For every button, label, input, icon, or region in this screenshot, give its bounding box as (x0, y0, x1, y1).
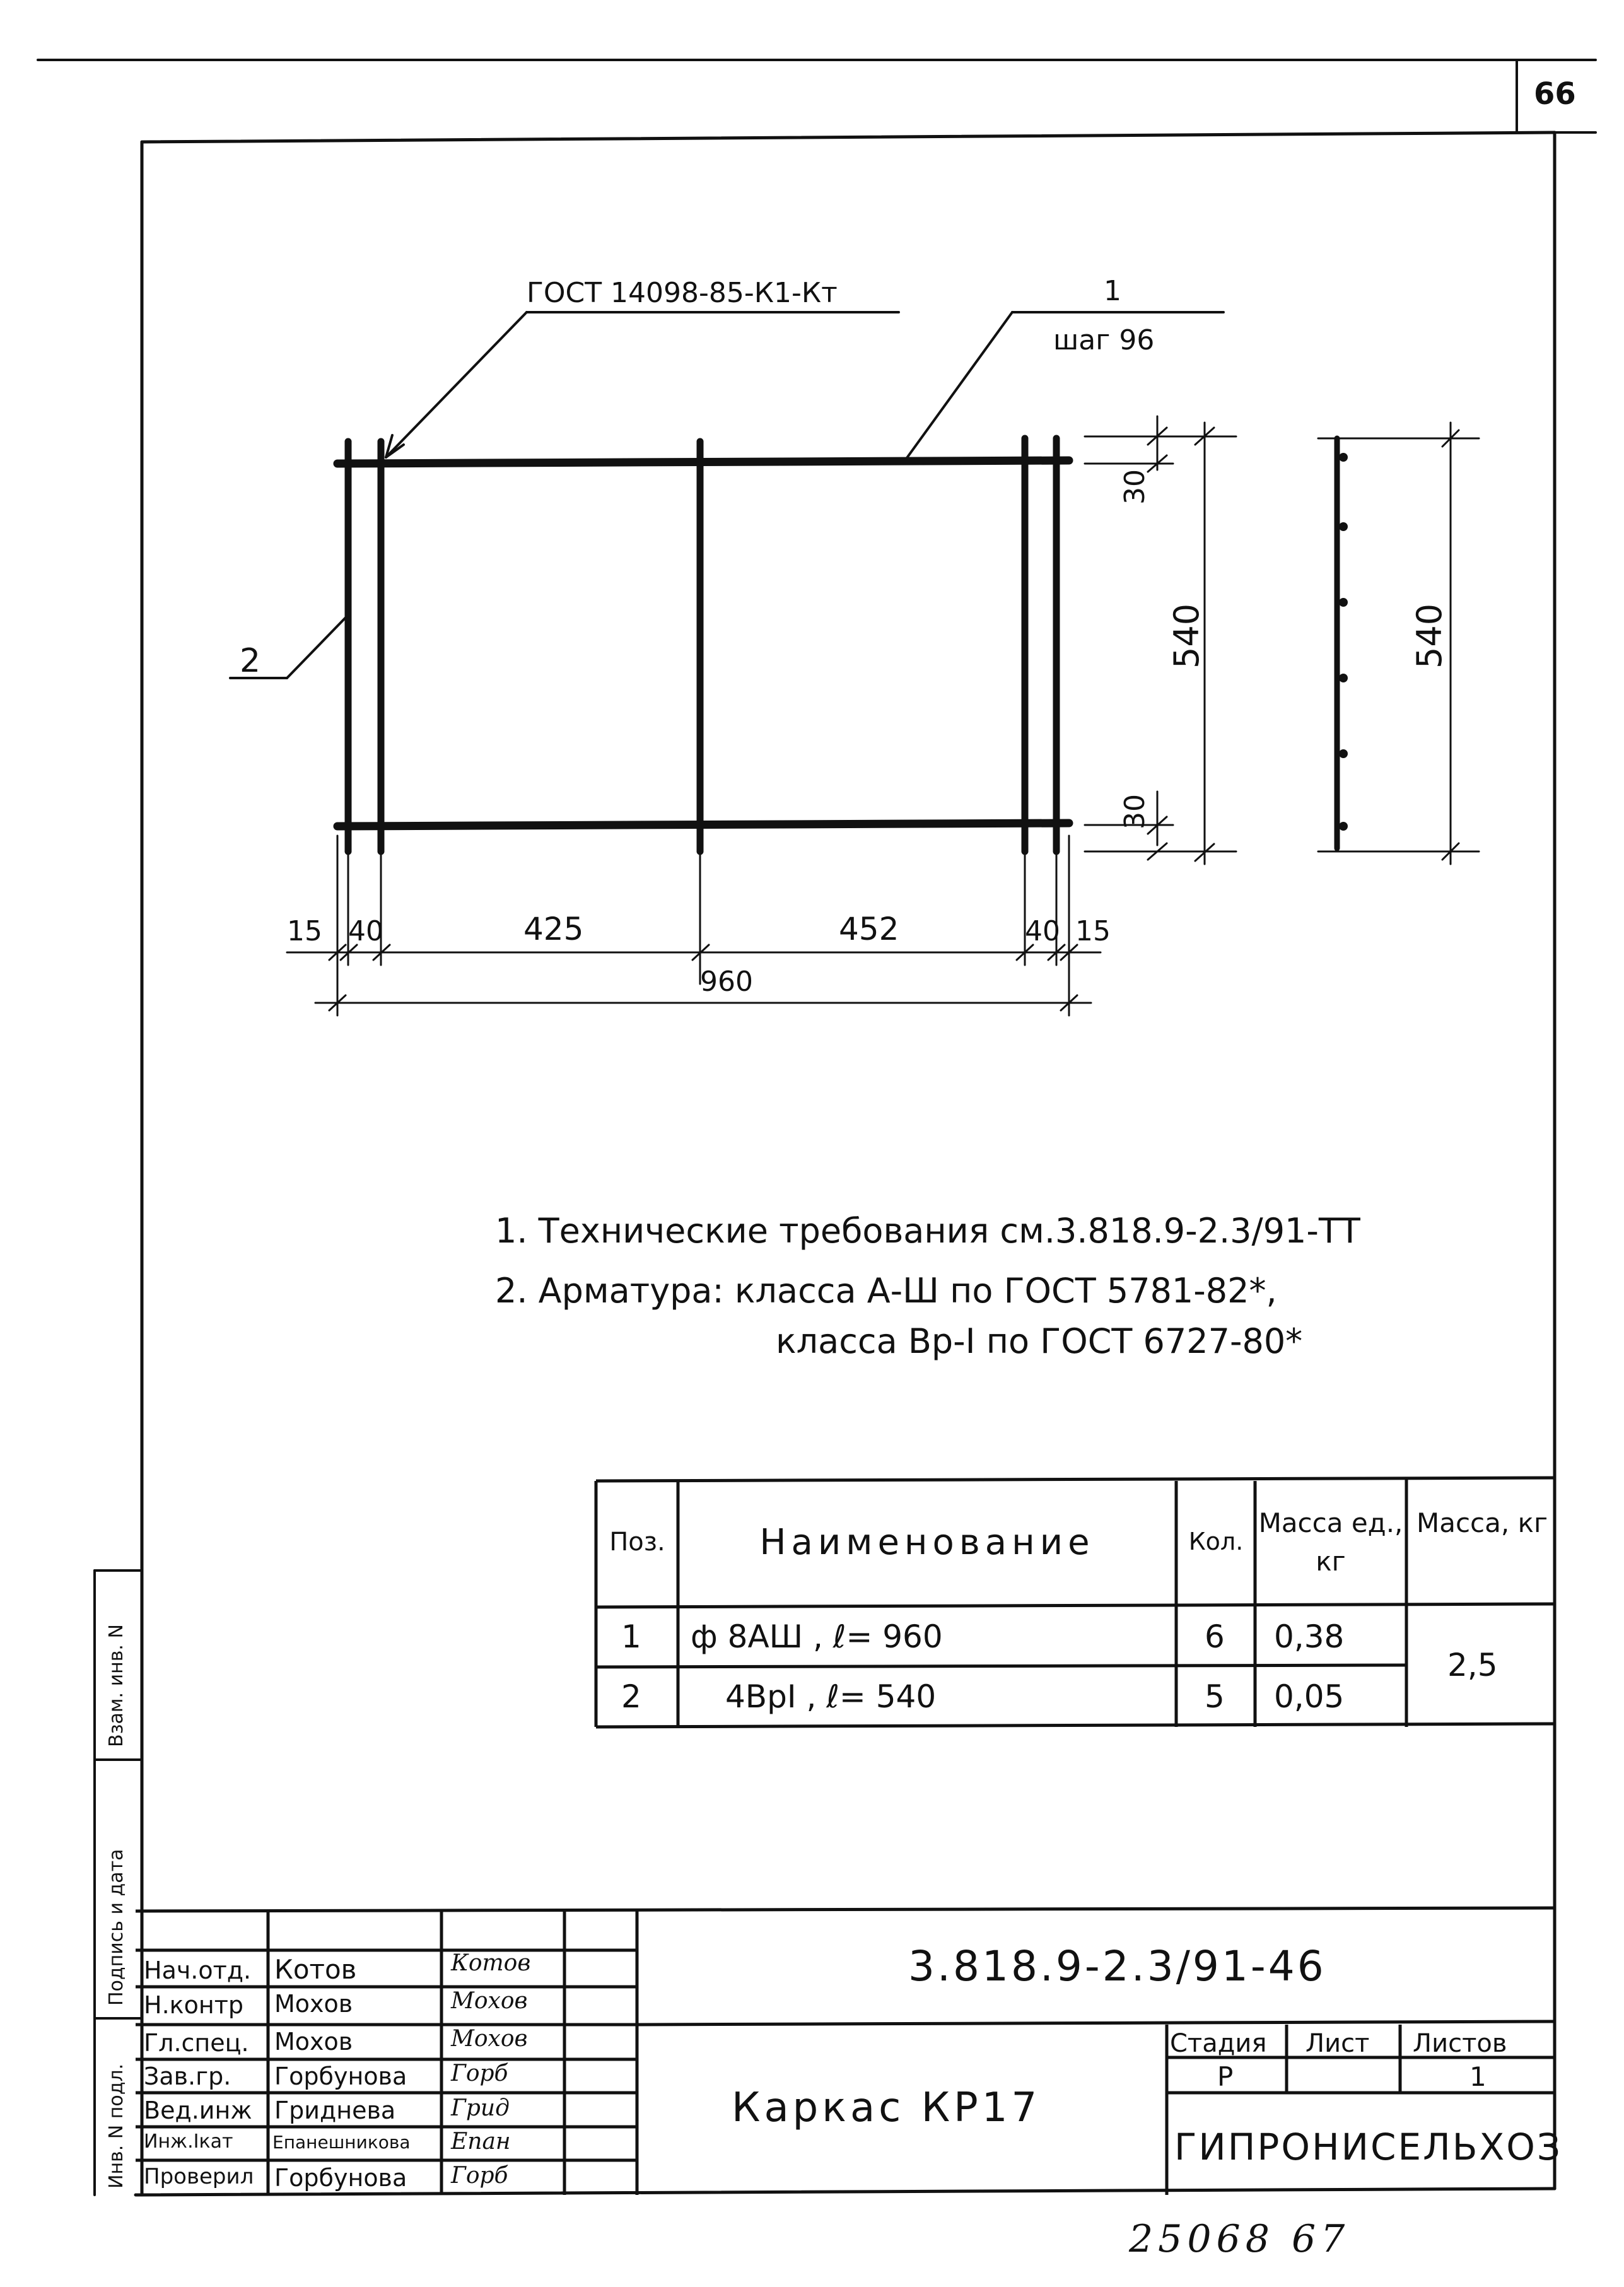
tb-sheets-label: Листов (1413, 2029, 1507, 2058)
tb-sign-3: Мохов (451, 2026, 528, 2052)
spec-total-mass: 2,5 (1447, 1647, 1498, 1683)
dim-side-height-540: 540 (1410, 603, 1449, 669)
tb-name-4: Горбунова (274, 2062, 407, 2090)
tb-name-3: Мохов (274, 2028, 353, 2056)
tb-name-6: Епанешникова (272, 2132, 411, 2153)
note-2: 2. Арматура: класса А-Ш по ГОСТ 5781-82*, (495, 1271, 1277, 1311)
dim-bottom-30: 30 (1119, 794, 1151, 829)
spec-row2-qty: 5 (1205, 1678, 1225, 1715)
spec-row2-pos: 2 (621, 1678, 641, 1715)
tb-sign-2: Мохов (451, 1988, 528, 2014)
drawing-code: 3.818.9-2.3/91-46 (908, 1942, 1326, 1991)
note-2-continued: класса Вр-I по ГОСТ 6727-80* (776, 1321, 1303, 1361)
weld-callout: ГОСТ 14098-85-К1-Кт (527, 277, 838, 309)
side-stamp-inv-repl: Взам. инв. N (105, 1624, 127, 1747)
side-stamp-sign-date: Подпись и дата (105, 1849, 127, 2006)
tb-name-2: Мохов (274, 1990, 353, 2018)
spec-row1-name: ф 8АШ , ℓ= 960 (691, 1618, 943, 1655)
tb-role-3: Гл.спец. (144, 2029, 249, 2057)
dim-height-540: 540 (1167, 603, 1206, 669)
dim-40-right: 40 (1025, 915, 1060, 947)
dim-15-left: 15 (287, 915, 322, 947)
tb-sheets: 1 (1469, 2061, 1487, 2092)
dim-960: 960 (700, 966, 753, 998)
tb-sign-1: Котов (451, 1950, 531, 1976)
tb-role-2: Н.контр (144, 1991, 243, 2019)
tb-role-6: Инж.Iкат (144, 2131, 233, 2153)
tb-name-5: Гриднева (274, 2097, 396, 2124)
tb-role-5: Вед.инж (144, 2097, 252, 2124)
spec-header-name: Наименование (759, 1522, 1095, 1563)
spec-row1-unit-mass: 0,38 (1274, 1618, 1345, 1655)
tb-sign-4: Горб (451, 2061, 508, 2086)
tb-sign-7: Горб (451, 2163, 508, 2189)
tb-stage: Р (1217, 2061, 1234, 2092)
drawing-title: Каркас КР17 (732, 2085, 1041, 2131)
dim-15-right: 15 (1075, 915, 1111, 947)
spec-header-mass: Масса, кг (1416, 1507, 1548, 1538)
tb-name-7: Горбунова (274, 2164, 407, 2192)
side-stamp-inv-orig: Инв. N подл. (105, 2063, 127, 2189)
tb-stage-label: Стадия (1170, 2029, 1267, 2058)
spec-header-qty: Кол. (1188, 1528, 1244, 1555)
spec-row1-qty: 6 (1205, 1618, 1225, 1655)
tb-role-1: Нач.отд. (144, 1957, 252, 1984)
bottom-handwritten-number: 25068 67 (1129, 2217, 1350, 2261)
dim-top-30: 30 (1119, 469, 1151, 505)
note-1: 1. Технические требования см.3.818.9-2.3/91-ТТ (495, 1211, 1360, 1251)
dim-452: 452 (839, 911, 899, 947)
spec-row2-name: 4ВрI , ℓ= 540 (725, 1678, 937, 1715)
position-1-step: шаг 96 (1053, 324, 1155, 356)
tb-sign-6: Епан (451, 2129, 511, 2155)
tb-role-4: Зав.гр. (144, 2062, 231, 2090)
side-view-bar-dots (1339, 453, 1348, 831)
position-1-label: 1 (1104, 275, 1121, 307)
dim-425: 425 (523, 911, 584, 947)
spec-header-pos: Поз. (609, 1528, 665, 1557)
dim-40-left: 40 (348, 915, 383, 947)
tb-sign-5: Грид (451, 2095, 510, 2121)
position-2-label: 2 (240, 642, 261, 680)
tb-sheet-label: Лист (1306, 2029, 1370, 2058)
tb-role-7: Проверил (144, 2164, 254, 2189)
spec-row2-unit-mass: 0,05 (1274, 1678, 1345, 1715)
mesh-front-view (337, 438, 1069, 851)
tb-name-1: Котов (274, 1954, 357, 1985)
spec-header-unit-mass: Масса ед., кг (1258, 1507, 1403, 1577)
organization-name: ГИПРОНИСЕЛЬХОЗ (1174, 2126, 1563, 2168)
page-number: 66 (1534, 76, 1576, 112)
spec-row1-pos: 1 (621, 1618, 641, 1655)
